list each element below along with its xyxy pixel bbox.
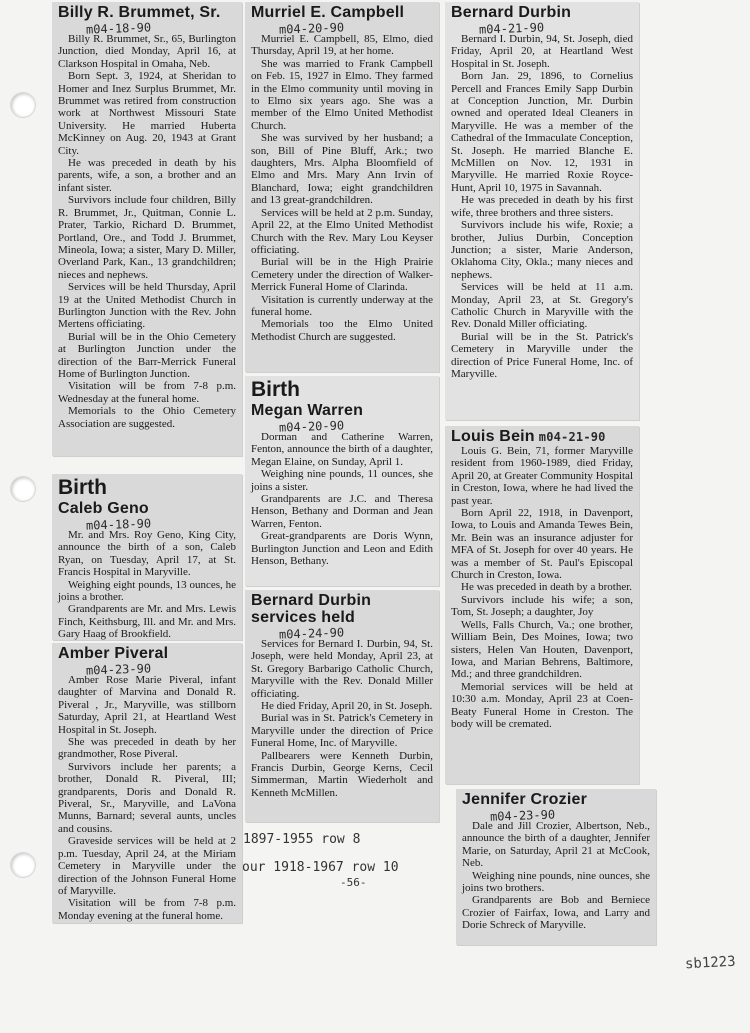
handwritten-date: m04-18-90 <box>85 516 152 533</box>
punch-hole-bottom <box>10 852 36 878</box>
obituary-body: Louis G. Bein, 71, former Maryville resident from 1960-1989, died Friday, April 20, at Greater Community Hospital in Creston, Iowa, where he had lived the past year. Born April 22, 1918, in Davenport, Iowa, to Louis and Amanda Tewes Bein, Mr. Bein was an insurance adjuster for MFA of St. Joseph for over 40 years. He was a member of St. Paul's Episcopal Church in Creston, Iowa. He was preceded in death by a brother. Survivors include his wife; a son, Tom, St. Joseph; a daughter, Joy Wells, Falls Church, Va.; one brother, William Bein, Des Moines, Iowa; two sisters, Helen Van Houten, Davenport, Iowa, and Marian Behrens, Baltimore, Md.; and three grandchildren. Memorial services will be held at 10:30 a.m. Monday, April 23 at Coen-Beaty Funeral Home in Creston. The body will be cremated. <box>451 445 633 730</box>
punch-hole-top <box>10 92 36 118</box>
birth-title: Megan Warren <box>251 402 364 419</box>
notice-title: Bernard Durbin services held <box>251 592 372 626</box>
obituary-title: Billy R. Brummet, Sr. <box>58 4 221 21</box>
birth-title: Caleb Geno <box>58 500 149 517</box>
handwritten-date: m04-21-90 <box>538 430 606 444</box>
obituary-louis-bein <box>445 426 639 784</box>
obituary-body: Bernard I. Durbin, 94, St. Joseph, died Friday, April 20, at Heartland West Hospital in St. Joseph. Born Jan. 29, 1896, to Cornelius Percell and Frances Emily Sapp Durbin at Conception Junction, Mr. Durbin owned and operated Ideal Cleaners in Maryville. He was a member of the Cathedral of the Immaculate Conception, St. Joseph. He married Blanche E. McMillen on Nov. 12, 1931 in Maryville. He married Roxie Royce-Hunt, April 10, 1975 in Savannah. He was preceded in death by his first wife, three brothers and three sisters. Survivors include his wife, Roxie; a brother, Julius Durbin, Conception Junction; a sister, Marie Anderson, Oklahoma City, Okla.; many nieces and nephews. Services will be held at 11 a.m. Monday, April 23, at St. Gregory's Catholic Church in Maryville with the Rev. Donald Miller officiating. Burial will be in the St. Patrick's Cemetery in Maryville under the direction of Price Funeral Home, Inc. of Maryville. <box>451 33 633 380</box>
obituary-title: Amber Piveral <box>58 645 169 662</box>
handwritten-row-note-1: 1897-1955 row 8 <box>243 832 361 847</box>
page-id: sb1223 <box>685 953 737 973</box>
punch-hole-middle <box>10 476 36 502</box>
handwritten-date: m04-20-90 <box>278 20 345 37</box>
handwritten-date: m04-23-90 <box>489 807 556 824</box>
section-heading-birth: Birth <box>58 476 107 499</box>
handwritten-row-note-sub: -56- <box>340 876 367 889</box>
obituary-title: Louis Bein m04-21-90 <box>451 428 606 445</box>
obituary-title: Murriel E. Campbell <box>251 4 405 21</box>
birth-notice-megan-warren <box>245 376 439 586</box>
obituary-body: Amber Rose Marie Piveral, infant daughter of Marvina and Donald R. Piveral , Jr., Maryville, was stillborn Saturday, April 21, at Heartland West Hospital in St. Joseph. She was preceded in death by her grandmother, Rose Piveral. Survivors include her parents; a brother, Donald R. Piveral, III; grandparents, Doris and Donald R. Piveral, Sr., Maryville, and LaVona Munns, Barnard; several aunts, uncles and cousins. Graveside services will be held at 2 p.m. Tuesday, April 24, at the Miriam Cemetery in Maryville under the direction of the Johnson Funeral Home of Maryville. Visitation will be from 7-8 p.m. Monday evening at the funeral home. <box>58 674 236 922</box>
obituary-body: Billy R. Brummet, Sr., 65, Burlington Junction, died Monday, April 16, at Clarkson Hospital in Omaha, Neb. Born Sept. 3, 1924, at Sheridan to Homer and Inez Surplus Brummet, Mr. Brummet was retired from construction work at Northwest Missouri State University. He married Huberta McKinney on Aug. 20, 1943 at Grant City. He was preceded in death by his parents, wife, a son, a brother and an infant sister. Survivors include four children, Billy R. Brummet, Jr., Quitman, Connie L. Prater, Tarkio, Richard D. Brummet, Portland, Ore., and Todd J. Brummet, Mineola, Iowa; a sister, Mary D. Miller, Overland Park, Kan., 13 grandchildren; nieces and nephews. Services will be held Thursday, April 19 at the United Methodist Church in Burlington Junction with the Rev. John Mertens officiating. Burial will be in the Ohio Cemetery at Burlington Junction under the direction of the Barr-Merrick Funeral Home of Burlington Junction. Visitation will be from 7-8 p.m. Wednesday at the funeral home. Memorials to the Ohio Cemetery Association are suggested. <box>58 33 236 430</box>
obituary-title: Bernard Durbin <box>451 4 572 21</box>
handwritten-date: m04-21-90 <box>478 20 545 37</box>
obituary-murriel-campbell <box>245 2 439 372</box>
handwritten-row-note-2: our 1918-1967 row 10 <box>242 860 399 875</box>
handwritten-date: m04-23-90 <box>85 661 152 678</box>
birth-body: Dorman and Catherine Warren, Fenton, announce the birth of a daughter, Megan Elaine, on Sunday, April 1. Weighing nine pounds, 11 ounces, she joins a sister. Grandparents are J.C. and Theresa Henson, Bethany and Dorman and Jean Warren, Fenton. Great-grandparents are Doris Wynn, Burlington Junction and Leon and Edith Henson, Bethany. <box>251 431 433 568</box>
birth-title: Jennifer Crozier <box>462 791 588 808</box>
section-heading-birth: Birth <box>251 378 300 401</box>
handwritten-date: m04-18-90 <box>85 20 152 37</box>
handwritten-date: m04-20-90 <box>278 418 345 435</box>
birth-body: Mr. and Mrs. Roy Geno, King City, announce the birth of a son, Caleb Ryan, on Tuesday, April 17, at St. Francis Hospital in Maryville. Weighing eight pounds, 13 ounces, he joins a brother. Grandparents are Mr. and Mrs. Lewis Finch, Keithsburg, Ill. and Mr. and Mrs. Gary Haag of Brookfield. <box>58 529 236 640</box>
handwritten-date: m04-24-90 <box>278 625 345 642</box>
obituary-bernard-durbin <box>445 2 639 420</box>
obituary-billy-brummet <box>52 2 242 456</box>
obituary-amber-piveral <box>52 643 242 923</box>
obituary-body: Murriel E. Campbell, 85, Elmo, died Thursday, April 19, at her home. She was married to Frank Campbell on Feb. 15, 1927 in Elmo. They farmed in the Elmo community until moving in to Elmo six years ago. She was a member of the Elmo United Methodist Church. She was survived by her husband; a son, Bill of Pine Bluff, Ark.; two daughters, Mrs. Alpha Bloomfield of Elmo and Mrs. Mary Ann Irvin of Blanchard, Iowa; eight grandchildren and 13 great-grandchildren. Services will be held at 2 p.m. Sunday, April 22, at the Elmo United Methodist Church with the Rev. Mary Lou Keyser officiating. Burial will be in the High Prairie Cemetery under the direction of Walker-Merrick Funeral Home of Clarinda. Visitation is currently underway at the funeral home. Memorials too the Elmo United Methodist Church are suggested. <box>251 33 433 343</box>
notice-body: Services for Bernard I. Durbin, 94, St. Joseph, were held Monday, April 23, at St. Gregory Barbarigo Catholic Church, Maryville with the Rev. Donald Miller officiating. He died Friday, April 20, in St. Joseph. Burial was in St. Patrick's Cemetery in Maryville under the direction of Price Funeral Home, Inc. of Maryville. Pallbearers were Kenneth Durbin, Francis Durbin, George Kerns, Cecil Simmerman, Martin Wiederholt and Kenneth McMillen. <box>251 638 433 799</box>
birth-body: Dale and Jill Crozier, Albertson, Neb., announce the birth of a daughter, Jennifer Marie, on Saturday, April 21 at McCook, Neb. Weighing nine pounds, nine ounces, she joins two brothers. Grandparents are Bob and Berniece Crozier of Fairfax, Iowa, and Larry and Dorie Schreck of Maryville. <box>462 820 650 932</box>
notice-bernard-durbin-services <box>245 590 439 822</box>
birth-notice-jennifer-crozier <box>456 789 656 945</box>
birth-notice-caleb-geno <box>52 474 242 640</box>
